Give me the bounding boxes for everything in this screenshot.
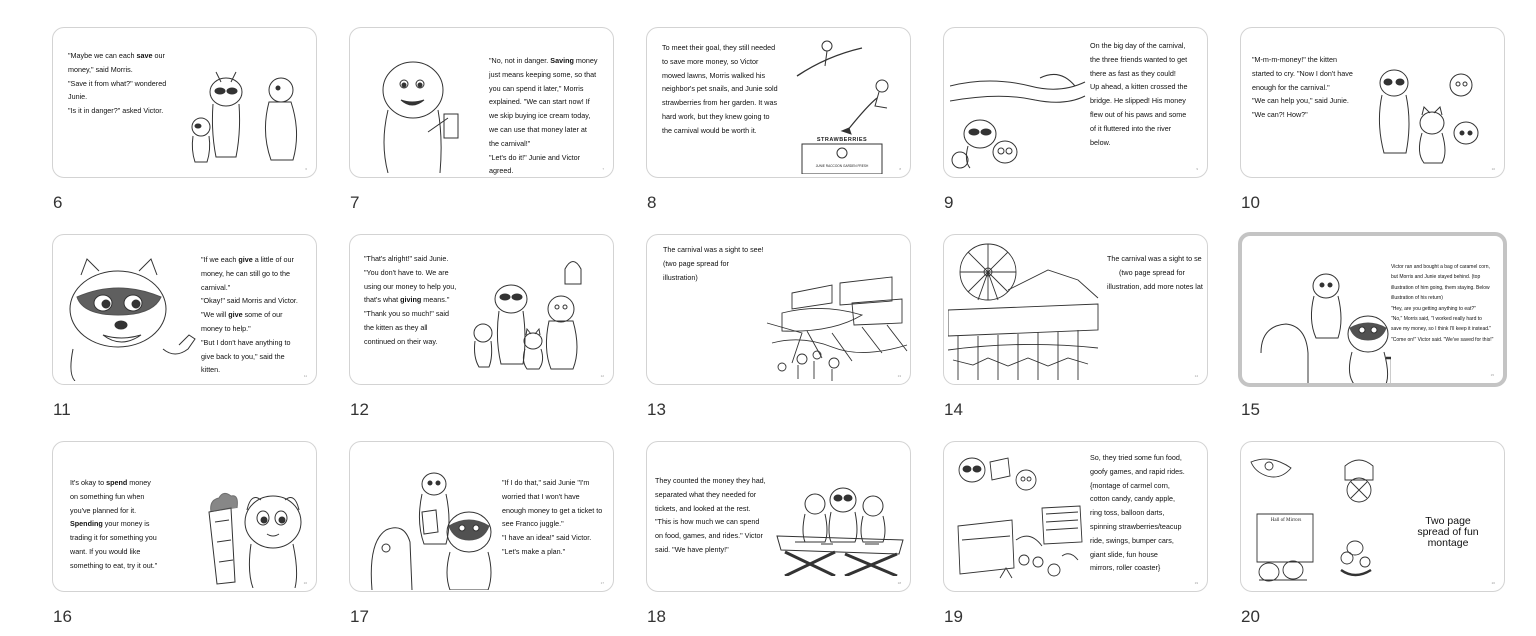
page-number: 16	[303, 581, 307, 585]
page-number: 19	[1194, 581, 1198, 585]
slide-17[interactable]	[349, 441, 614, 592]
slide-text: "If I do that," said Junie "I'm worried that I won't have enough money to get a ticket to see Franco juggle." "I have an idea!" said Victor. "Let's make a plan."	[502, 478, 603, 556]
slide-illustration	[181, 52, 311, 170]
slide-text: They counted the money they had, separated what they needed for tickets, and looked at the rest. "This is how much we can spend on food, games, and rides." Victor said. "We have plenty!"	[655, 476, 766, 554]
slide-number: 14	[944, 400, 963, 419]
slide-text: Two page spread of fun montage	[1417, 515, 1479, 549]
strawberry-sign: STRAWBERRIES	[816, 137, 868, 143]
page-number: 9	[1196, 167, 1198, 171]
page-number: 12	[600, 374, 604, 378]
page-number: 6	[305, 167, 307, 171]
slide-16[interactable]	[52, 441, 317, 592]
slide-text: The carnival was a sight to see! (two page spread for illustration)	[663, 245, 764, 282]
slide-number: 18	[647, 607, 666, 626]
page-number: 8	[899, 167, 901, 171]
slide-18[interactable]	[646, 441, 911, 592]
slide-14[interactable]	[943, 234, 1208, 385]
slide-illustration	[787, 36, 907, 174]
strawberry-sign-sub: JUNIE RACCOON GARDEN FRESH	[815, 164, 869, 168]
slide-text: It's okay to spend money on something fun when you've planned for it. Spending your money is trading it for something you want. If you would like something to eat, try it out."	[70, 478, 158, 570]
slide-number: 15	[1241, 400, 1260, 419]
slide-19[interactable]	[943, 441, 1208, 592]
slide-20[interactable]	[1240, 441, 1505, 592]
slide-illustration	[368, 48, 478, 173]
slide-illustration	[950, 56, 1090, 171]
slide-13[interactable]	[646, 234, 911, 385]
slide-text: So, they tried some fun food, goofy games, and rapid rides. {montage of carmel corn, cotton candy, candy apple, ring toss, balloon darts, spinning strawberries/teacup ride, swings, bumper cars, giant slide, fun house mirrors, roller coaster}	[1090, 453, 1185, 573]
slide-number: 6	[53, 193, 63, 212]
page-number: 7	[602, 167, 604, 171]
slide-text: "That's alright!" said Junie. "You don't have to. We are using our money to help you, that's what giving means." "Thank you so much!" said the kitten as they all continued on their way.	[364, 254, 457, 346]
page-number: 20	[1491, 581, 1495, 585]
slide-text: "Maybe we can each save our money," said Morris. "Save it from what?" wondered Junie. "Is it in danger?" asked Victor.	[68, 51, 167, 116]
slide-number: 12	[350, 400, 369, 419]
slide-illustration	[1366, 63, 1501, 173]
slide-number: 19	[944, 607, 963, 626]
slide-text: The carnival was a sight to se (two page spread for illustration, add more notes lat	[1107, 254, 1203, 291]
hall-of-mirrors-sign: Hall of Mirrors	[1270, 518, 1302, 523]
page-number: 14	[1194, 374, 1198, 378]
slide-7[interactable]	[349, 27, 614, 178]
slide-11[interactable]	[52, 234, 317, 385]
slide-illustration	[201, 472, 313, 588]
slide-illustration	[775, 476, 907, 576]
slide-illustration	[1247, 452, 1407, 588]
slide-number: 10	[1241, 193, 1260, 212]
slide-9[interactable]	[943, 27, 1208, 178]
slide-number: 11	[53, 400, 71, 419]
slide-text: "M-m-m-money!" the kitten started to cry. "Now I don't have enough for the carnival." "We can help you," said Junie. "We can?! How?"	[1252, 55, 1353, 120]
page-number: 10	[1491, 167, 1495, 171]
page-number: 15	[1490, 373, 1494, 377]
slide-number: 8	[647, 193, 657, 212]
page-number: 13	[897, 374, 901, 378]
slide-8[interactable]	[646, 27, 911, 178]
slide-number: 20	[1241, 607, 1260, 626]
slide-number: 9	[944, 193, 954, 212]
slide-illustration	[948, 240, 1103, 382]
slide-text: "If we each give a little of our money, he can still go to the carnival." "Okay!" said Morris and Victor. "We will give some of our money to help." "But I don't have anything to give back to you," said the kitten.	[201, 255, 298, 375]
slide-illustration	[63, 249, 203, 381]
slide-text: "No, not in danger. Saving money just means keeping some, so that you can spend it later," Morris explained. "We can start now! If we skip buying ice cream today, we can use that money later at the carnival!" "Let's do it!" Junie and Victor agreed.	[489, 56, 598, 176]
slide-12[interactable]	[349, 234, 614, 385]
slide-15[interactable]	[1238, 232, 1507, 387]
slide-text: On the big day of the carnival, the three friends wanted to get there as fast as they could! Up ahead, a kitten crossed the bridge. He slipped! His money flew out of his paws and some of it fluttered into the river below.	[1090, 41, 1188, 147]
slide-number: 7	[350, 193, 360, 212]
slide-illustration	[762, 263, 910, 381]
slide-number: 13	[647, 400, 666, 419]
slide-6[interactable]	[52, 27, 317, 178]
slide-illustration	[1256, 258, 1391, 384]
slide-number: 16	[53, 607, 72, 626]
page-number: 17	[600, 581, 604, 585]
page-number: 18	[897, 581, 901, 585]
slide-10[interactable]	[1240, 27, 1505, 178]
slide-number: 17	[350, 607, 369, 626]
page-number: 11	[303, 374, 307, 378]
slide-text: Victor ran and bought a bag of caramel corn, but Morris and Junie stayed behind. (top illustration of him going, them staying. Below illustration of his return) "Hey, are you getting anything to eat?" "No," Morris said, "I worked really hard to save my money, so I think I'll keep it instead." "Come on!" Victor said. "We've saved for this!"	[1391, 264, 1494, 343]
slide-illustration	[950, 450, 1090, 588]
slide-illustration	[465, 249, 610, 379]
slide-illustration	[364, 462, 499, 590]
slide-text: To meet their goal, they still needed to save more money, so Victor mowed lawns, Morris walked his neighbor's pet snails, and Junie sold strawberries from her garden. It was hard work, but they knew going to the carnival would be worth it.	[662, 43, 778, 135]
